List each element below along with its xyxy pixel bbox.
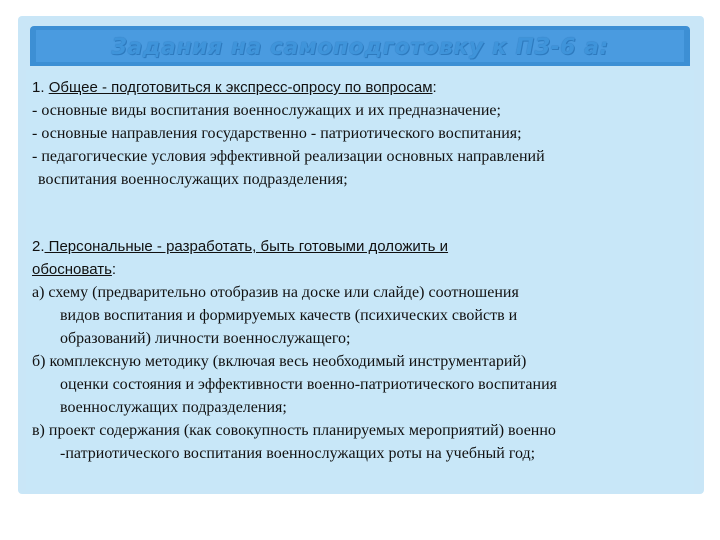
task-content (32, 76, 690, 465)
section2-item-a-cont2: образований) личности военнослужащего; (60, 330, 351, 347)
section1-number: 1. (32, 79, 49, 96)
section2-item-c-cont1: -патриотического воспитания военнослужащих роты на учебный год; (60, 445, 536, 462)
section2-item-a-cont1: видов воспитания и формируемых качеств (психических свойств и (60, 307, 518, 324)
section2-item-b-cont1: оценки состояния и эффективности военно-патриотического воспитания (60, 376, 558, 393)
section2-heading (32, 235, 690, 258)
section2-item-a: а) схему (предварительно отобразив на доске или слайде) соотношения (32, 284, 519, 301)
section-gap (32, 191, 690, 235)
section2-item-c: в) проект содержания (как совокупность планируемых мероприятий) военно (32, 422, 556, 439)
section1-heading (32, 76, 690, 99)
section2-title-line1: Персональные - разработать, быть готовыми доложить и (44, 238, 449, 255)
section1-item-2: - основные направления государственно - патриотического воспитания; (32, 125, 522, 142)
section2-number: 2. (32, 238, 45, 255)
section1-title: Общее - подготовиться к экспресс-опросу по вопросам (48, 79, 433, 96)
section1-item-1: - основные виды воспитания военнослужащих и их предназначение; (32, 102, 501, 119)
section1-item-3-cont: воспитания военнослужащих подразделения; (38, 171, 348, 188)
section1-item-3: - педагогические условия эффективной реализации основных направлений (32, 148, 545, 165)
section2-colon: : (111, 261, 117, 278)
slide-title: Задания на самоподготовку к ПЗ-6 а: (111, 35, 609, 60)
section2-heading-cont (32, 258, 690, 281)
section2-item-b: б) комплексную методику (включая весь необходимый инструментарий) (32, 353, 527, 370)
section2-item-b-cont2: военнослужащих подразделения; (60, 399, 287, 416)
section2-title-line2: обосновать (32, 261, 112, 278)
section1-colon: : (432, 79, 437, 96)
